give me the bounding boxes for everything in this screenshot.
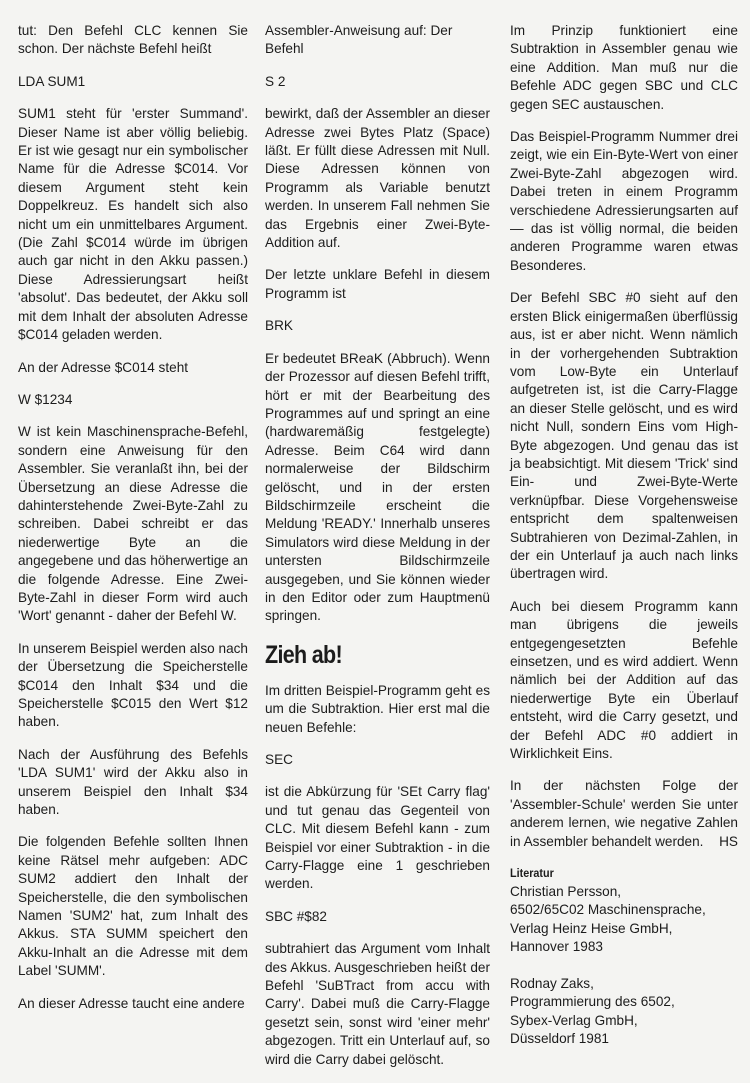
reference-publisher: Verlag Heinz Heise GmbH, [510,920,673,936]
reference-entry [510,975,738,1049]
paragraph: An dieser Adresse taucht eine andere [18,995,245,1011]
code-line: S 2 [265,73,286,89]
reference-author: Christian Persson, [510,884,622,900]
reference-author: Rodnay Zaks, [510,975,594,991]
paragraph: Im dritten Beispiel-Programm geht es um die Subtraktion. Hier erst mal die neuen Befehle: [265,682,490,735]
reference-place-year: Düsseldorf 1981 [510,1030,609,1046]
paragraph: Die folgenden Befehle sollten Ihnen keine Rätsel mehr aufgeben: ADC SUM2 addiert den Inhalt der Speicherstelle, die den symbolischen Namen 'SUM2' hat, zum Inhalt des Akkus. STA SUMM speichert den Akku-Inhalt an die Adresse mit dem Label 'SUMM'. [18,834,248,979]
closing-text: In der nächsten Folge der 'Assembler-Schule' werden Sie unter anderem lernen, wie negative Zahlen in Assembler behandelt werden. [510,778,738,849]
paragraph: Der letzte unklare Befehl in diesem Programm ist [265,267,490,301]
text-column-3 [510,22,738,1066]
literature-heading: Literatur [510,866,554,881]
reference-place-year: Hannover 1983 [510,939,603,955]
code-line: SBC #$82 [265,908,327,924]
paragraph: SUM1 steht für 'erster Summand'. Dieser Name ist aber völlig beliebig. Er ist wie gesagt nur ein symbolischer Name für die Adresse $C014. Vor diesem Argument steht kein Doppelkreuz. Es handelt sich also nicht um ein unmittelbares Argument. (Die Zahl $C014 würde im übrigen auch gar nicht in den Akku passen.) Diese Adressierungsart heißt 'absolut'. Das bedeutet, der Akku soll mit dem Inhalt der absoluten Adresse $C014 geladen werden. [18,106,248,343]
code-line: LDA SUM1 [18,73,86,89]
code-line: BRK [265,318,293,334]
code-line: W $1234 [18,391,73,407]
paragraph: Auch bei diesem Programm kann man übrigens die jeweils entgegengesetzten Befehle einsetzen, und es wird addiert. Wenn nämlich bei der Addition auf das niederwertige Byte ein Überlauf entsteht, wird die Carry gesetzt, und der Befehl ADC #0 addiert in Wirklichkeit Eins. [510,598,738,762]
paragraph: An der Adresse $C014 steht [18,359,189,375]
text-column-1 [18,22,248,1027]
reference-title: Programmierung des 6502, [510,994,675,1010]
paragraph: ist die Abkürzung für 'SEt Carry flag' und tut genau das Gegenteil von CLC. Mit diesem Befehl kann - zum Beispiel vor einer Subtraktion - in die Carry-Flagge eine 1 geschrieben werden. [265,784,490,892]
paragraph: Der Befehl SBC #0 sieht auf den ersten Blick einigermaßen überflüssig aus, ist er aber nicht. Wenn nämlich in der vorhergehenden Subtraktion vom Low-Byte ein Unterlauf aufgetreten ist, ist die Carry-Flagge an dieser Stelle gelöscht, und es wird nicht Null, sondern Eins vom High-Byte abgezogen. Und genau das ist ja beabsichtigt. Mit diesem 'Trick' sind Ein- und Zwei-Byte-Werte verknüpfbar. Diese Vorgehensweise entspricht dem spaltenweisen Subtrahieren von Dezimal-Zahlen, in der ein Unterlauf ja auch nach links übertragen wird. [510,290,738,582]
text-column-2 [265,22,490,1083]
reference-publisher: Sybex-Verlag GmbH, [510,1012,638,1028]
paragraph [510,777,738,851]
paragraph: subtrahiert das Argument vom Inhalt des Akkus. Ausgeschrieben heißt der Befehl 'SuBTract from accu with Carry'. Dabei muß die Carry-Flagge gesetzt sein, sonst wird 'einer mehr' abgezogen. Tritt ein Unterlauf auf, so wird die Carry dabei gelöscht. [265,941,490,1067]
paragraph: In unserem Beispiel werden also nach der Übersetzung die Speicherstelle $C014 den Inhalt $34 und die Speicherstelle $C015 den Wert $12 haben. [18,640,248,730]
reference-title: 6502/65C02 Maschinensprache, [510,902,706,918]
paragraph: tut: Den Befehl CLC kennen Sie schon. Der nächste Befehl heißt [18,23,248,57]
paragraph: Assembler-Anweisung auf: Der Befehl [265,23,453,57]
paragraph: W ist kein Maschinensprache-Befehl, sondern eine Anweisung für den Assembler. Sie veranlaßt ihn, bei der Übersetzung an diese Adresse die dahinterstehende Zwei-Byte-Zahl zu schreiben. Dabei schreibt er das niederwertige Byte an die angegebene und das höherwertige an die folgende Adresse. Eine Zwei-Byte-Zahl in dieser Form wird auch 'Wort' genannt - daher der Befehl W. [18,424,248,624]
paragraph: Er bedeutet BReaK (Abbruch). Wenn der Prozessor auf diesen Befehl trifft, hört er mit der Bearbeitung des Programmes auf und springt an eine (hardwaremäßig festgelegte) Adresse. Beim C64 wird dann normalerweise der Bildschirm gelöscht, und in der ersten Bildschirmzeile erscheint die Meldung 'READY.' Innerhalb unseres Simulators wird diese Meldung in der untersten Bildschirmzeile ausgegeben, und Sie können wieder in den Editor oder zum Hauptmenü springen. [265,350,490,624]
paragraph: bewirkt, daß der Assembler an dieser Adresse zwei Bytes Platz (Space) läßt. Er füllt diese Adressen mit Null. Diese Adressen können von Programm als Variable benutzt werden. In unserem Fall nehmen Sie das Ergebnis einer Zwei-Byte-Addition auf. [265,106,490,251]
paragraph: Das Beispiel-Programm Nummer drei zeigt, wie ein Ein-Byte-Wert von einer Zwei-Byte-Zahl abgezogen wird. Dabei treten in einem Programm verschiedene Adressierungsarten auf — das ist völlig normal, die beiden anderen Programme waren etwas Besonderes. [510,129,738,273]
reference-entry [510,883,738,957]
section-heading: Zieh ab! [265,640,342,669]
author-signature: HS [719,833,738,849]
paragraph: Im Prinzip funktioniert eine Subtraktion in Assembler genau wie eine Addition. Man muß nur die Befehle ADC gegen SBC und CLC gegen SEC austauschen. [510,23,738,112]
paragraph: Nach der Ausführung des Befehls 'LDA SUM1' wird der Akku also in unserem Beispiel den Inhalt $34 haben. [18,746,248,818]
code-line: SEC [265,752,293,767]
